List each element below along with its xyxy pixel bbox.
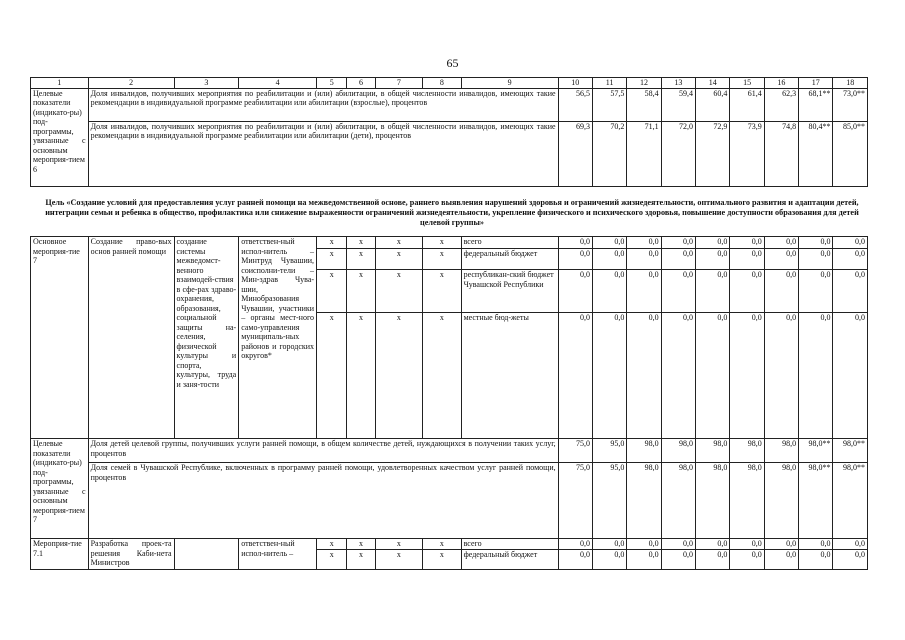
indicator-value: 98,0: [696, 439, 730, 463]
funding-value: 0,0: [661, 270, 695, 313]
indicator-value: 72,9: [696, 121, 730, 186]
funding-value: 0,0: [558, 237, 592, 249]
funding-value: 0,0: [661, 313, 695, 439]
indicator-text: Доля детей целевой группы, получивших услуги ранней помощи, в общем количестве детей, нуждающихся в получении таких услуг, процентов: [88, 439, 558, 463]
indicator-row: [31, 121, 868, 186]
funding-value: 0,0: [764, 539, 798, 550]
funding-value: 0,0: [627, 549, 661, 569]
x-cell: x: [423, 539, 461, 550]
measure-name: Разработка проек-та решения Каби-нета Министров: [88, 539, 174, 570]
indicator-value: 56,5: [558, 88, 592, 121]
indicator-value: 98,0: [661, 463, 695, 539]
indicator-value: 98,0: [764, 439, 798, 463]
funding-value: 0,0: [592, 539, 626, 550]
col-header: 1: [31, 78, 89, 89]
funding-value: 0,0: [558, 549, 592, 569]
funding-value: 0,0: [627, 249, 661, 270]
indicator-value: 98,0: [696, 463, 730, 539]
col-header: 4: [239, 78, 317, 89]
indicator-value: 98,0: [730, 463, 764, 539]
funding-value: 0,0: [592, 549, 626, 569]
column-number-row: [31, 78, 868, 89]
funding-value: 0,0: [661, 539, 695, 550]
x-cell: x: [375, 249, 423, 270]
col-header: 2: [88, 78, 174, 89]
x-cell: x: [423, 313, 461, 439]
funding-value: 0,0: [592, 237, 626, 249]
indicator-value: 73,9: [730, 121, 764, 186]
col-header: 12: [627, 78, 661, 89]
x-cell: x: [317, 270, 347, 313]
funding-value: 0,0: [833, 237, 868, 249]
x-cell: x: [347, 270, 375, 313]
indicator-value: 62,3: [764, 88, 798, 121]
x-cell: x: [317, 549, 347, 569]
indicator-value: 75,0: [558, 463, 592, 539]
goal-heading: Цель «Создание условий для предоставления услуг ранней помощи на межведомственной основе, раннего выявления нарушений здоровья и ограничений жизнедеятельности, оптимального развития и адаптации детей, интеграции семьи и ребенка в общество, профилактика или снижение выраженности ограничений жизнедеятельности, укрепление физического и психического здоровья, повышение доступности образования для детей целевой группы»: [45, 198, 859, 227]
x-cell: x: [423, 237, 461, 249]
funding-row: [31, 237, 868, 249]
funding-value: 0,0: [799, 549, 833, 569]
col-header: 18: [833, 78, 868, 89]
measure-name: Создание право-вых основ ранней помощи: [88, 237, 174, 439]
col-header: 8: [423, 78, 461, 89]
funding-value: 0,0: [558, 270, 592, 313]
funding-value: 0,0: [764, 237, 798, 249]
indicator-text: Доля семей в Чувашской Республике, включенных в программу ранней помощи, удовлетворенных качеством услуг ранней помощи, процентов: [88, 463, 558, 539]
x-cell: x: [317, 237, 347, 249]
funding-value: 0,0: [558, 249, 592, 270]
funding-value: 0,0: [833, 549, 868, 569]
measure-executor: ответствен-ный испол-нитель – Минтруд Чувашии, соисполни-тели – Мин-здрав Чува-шии, Минобразования Чувашии, участники – органы мест-ного само-управления муниципаль-ных районов и городских округов*: [239, 237, 317, 439]
measure-executor: ответствен-ный испол-нитель –: [239, 539, 317, 570]
indicator-value: 68,1**: [799, 88, 833, 121]
col-header: 10: [558, 78, 592, 89]
funding-value: 0,0: [592, 313, 626, 439]
x-cell: x: [423, 549, 461, 569]
funding-value: 0,0: [730, 549, 764, 569]
measure-description: [174, 539, 239, 570]
indicator-value: 95,0: [592, 463, 626, 539]
col-header: 15: [730, 78, 764, 89]
indicator-value: 85,0**: [833, 121, 868, 186]
indicators-label: Целевые показатели (индикато-ры) под-программы, увязанные с основным мероприя-тием 7: [31, 439, 89, 539]
funding-value: 0,0: [730, 539, 764, 550]
indicator-row: [31, 439, 868, 463]
indicator-row: [31, 88, 868, 121]
indicator-value: 98,0**: [799, 463, 833, 539]
x-cell: x: [375, 549, 423, 569]
measures-table-7: [30, 236, 868, 570]
x-cell: x: [375, 270, 423, 313]
indicator-value: 59,4: [661, 88, 695, 121]
funding-source: местные бюд-жеты: [461, 313, 558, 439]
col-header: 13: [661, 78, 695, 89]
funding-row: [31, 539, 868, 550]
x-cell: x: [317, 313, 347, 439]
funding-value: 0,0: [764, 249, 798, 270]
funding-value: 0,0: [696, 270, 730, 313]
funding-value: 0,0: [661, 237, 695, 249]
col-header: 5: [317, 78, 347, 89]
funding-value: 0,0: [627, 313, 661, 439]
funding-value: 0,0: [661, 549, 695, 569]
col-header: 9: [461, 78, 558, 89]
funding-value: 0,0: [627, 237, 661, 249]
indicator-value: 74,8: [764, 121, 798, 186]
funding-value: 0,0: [592, 249, 626, 270]
funding-value: 0,0: [558, 539, 592, 550]
funding-value: 0,0: [730, 237, 764, 249]
x-cell: x: [317, 249, 347, 270]
funding-value: 0,0: [833, 539, 868, 550]
indicator-value: 73,0**: [833, 88, 868, 121]
indicator-value: 80,4**: [799, 121, 833, 186]
indicator-value: 71,1: [627, 121, 661, 186]
funding-value: 0,0: [661, 249, 695, 270]
indicator-value: 98,0: [764, 463, 798, 539]
indicator-value: 98,0: [627, 463, 661, 539]
funding-value: 0,0: [696, 539, 730, 550]
indicator-value: 57,5: [592, 88, 626, 121]
col-header: 11: [592, 78, 626, 89]
indicator-value: 98,0: [730, 439, 764, 463]
funding-value: 0,0: [833, 313, 868, 439]
x-cell: x: [347, 549, 375, 569]
funding-value: 0,0: [592, 270, 626, 313]
funding-value: 0,0: [696, 249, 730, 270]
indicator-value: 98,0**: [833, 463, 868, 539]
x-cell: x: [347, 237, 375, 249]
funding-value: 0,0: [833, 270, 868, 313]
funding-value: 0,0: [799, 270, 833, 313]
funding-source: республикан-ский бюджет Чувашской Республики: [461, 270, 558, 313]
indicator-value: 60,4: [696, 88, 730, 121]
x-cell: x: [347, 539, 375, 550]
x-cell: x: [347, 249, 375, 270]
indicator-value: 69,3: [558, 121, 592, 186]
x-cell: x: [317, 539, 347, 550]
col-header: 7: [375, 78, 423, 89]
funding-source: всего: [461, 237, 558, 249]
col-header: 14: [696, 78, 730, 89]
indicator-text: Доля инвалидов, получивших мероприятия по реабилитации и (или) абилитации, в общей численности инвалидов, имеющих такие рекомендации в индивидуальной программе реабилитации или абилитации (дети), процентов: [88, 121, 558, 186]
indicator-value: 98,0**: [799, 439, 833, 463]
funding-value: 0,0: [799, 539, 833, 550]
indicator-row: [31, 463, 868, 539]
indicator-value: 72,0: [661, 121, 695, 186]
indicator-value: 95,0: [592, 439, 626, 463]
measure-description: создание системы межведомст-венного взаимодей-ствия в сфе-рах здраво-охранения, образования, социальной защиты на-селения, физической культуры и спорта, культуры, труда и заня-тости: [174, 237, 239, 439]
funding-value: 0,0: [627, 270, 661, 313]
indicator-value: 70,2: [592, 121, 626, 186]
indicators-label: Целевые показатели (индикато-ры) под-программы, увязанные с основным мероприя-тием 6: [31, 88, 89, 186]
funding-value: 0,0: [696, 237, 730, 249]
indicator-value: 98,0: [661, 439, 695, 463]
funding-value: 0,0: [764, 313, 798, 439]
indicator-value: 98,0: [627, 439, 661, 463]
x-cell: x: [375, 237, 423, 249]
funding-value: 0,0: [730, 249, 764, 270]
x-cell: x: [375, 313, 423, 439]
x-cell: x: [423, 249, 461, 270]
page-number: 65: [446, 56, 459, 70]
x-cell: x: [423, 270, 461, 313]
funding-value: 0,0: [799, 249, 833, 270]
funding-source: федеральный бюджет: [461, 549, 558, 569]
indicator-value: 75,0: [558, 439, 592, 463]
col-header: 3: [174, 78, 239, 89]
x-cell: x: [375, 539, 423, 550]
funding-source: всего: [461, 539, 558, 550]
indicators-table-6: [30, 77, 868, 187]
funding-source: федеральный бюджет: [461, 249, 558, 270]
col-header: 17: [799, 78, 833, 89]
funding-value: 0,0: [696, 549, 730, 569]
indicator-value: 98,0**: [833, 439, 868, 463]
x-cell: x: [347, 313, 375, 439]
funding-value: 0,0: [799, 237, 833, 249]
measure-title: Мероприя-тие 7.1: [31, 539, 89, 570]
funding-value: 0,0: [833, 249, 868, 270]
funding-value: 0,0: [730, 313, 764, 439]
funding-value: 0,0: [764, 270, 798, 313]
col-header: 6: [347, 78, 375, 89]
funding-value: 0,0: [799, 313, 833, 439]
funding-value: 0,0: [558, 313, 592, 439]
indicator-value: 61,4: [730, 88, 764, 121]
indicator-value: 58,4: [627, 88, 661, 121]
indicator-text: Доля инвалидов, получивших мероприятия по реабилитации и (или) абилитации, в общей численности инвалидов, имеющих такие рекомендации в индивидуальной программе реабилитации или абилитации (взрослые), процентов: [88, 88, 558, 121]
funding-value: 0,0: [627, 539, 661, 550]
funding-value: 0,0: [730, 270, 764, 313]
col-header: 16: [764, 78, 798, 89]
funding-value: 0,0: [696, 313, 730, 439]
funding-value: 0,0: [764, 549, 798, 569]
measure-title: Основное мероприя-тие 7: [31, 237, 89, 439]
